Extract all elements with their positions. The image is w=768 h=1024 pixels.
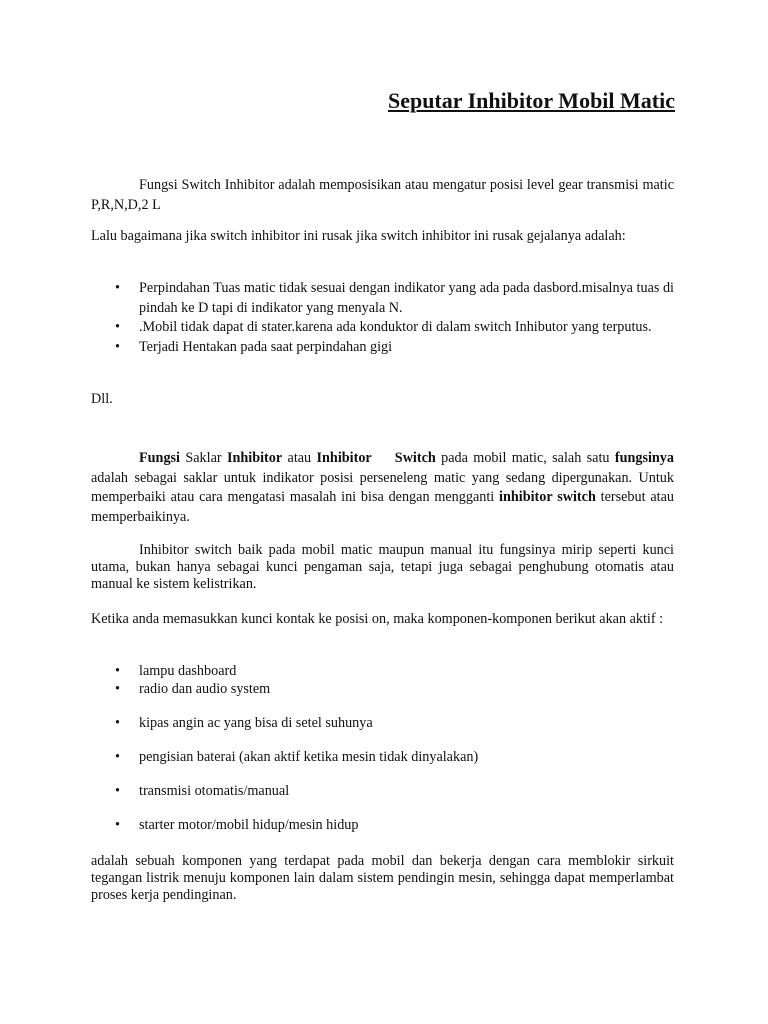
list-item: • Perpindahan Tuas matic tidak sesuai dengan indikator yang ada pada dasbord.misalnya tuas di pindah ke D tapi di indikator yang menyala N. [115, 280, 674, 316]
page-title: Seputar Inhibitor Mobil Matic [387, 88, 675, 113]
bullet-icon: • [115, 783, 120, 799]
list-item: • transmisi otomatis/manual [115, 783, 290, 799]
list-item: • pengisian baterai (akan aktif ketika mesin tidak dinyalakan) [115, 749, 479, 765]
list-item: • radio dan audio system [115, 681, 271, 697]
component-list [91, 662, 674, 834]
bullet-icon: • [115, 681, 120, 697]
bullet-icon: • [115, 663, 120, 679]
bullet-icon: • [115, 749, 120, 765]
list-item: • Terjadi Hentakan pada saat perpindahan gigi [91, 338, 674, 358]
paragraph-summary: adalah sebuah komponen yang terdapat pada mobil dan bekerja dengan cara memblokir sirkuit tegangan listrik menuju komponen lain dalam sistem pendingin mesin, sehingga dapat memperlambat proses kerja pendinginan. [91, 853, 674, 903]
paragraph-intro: Fungsi Switch Inhibitor adalah memposisikan atau mengatur posisi level gear transmisi matic P,R,N,D,2 L [91, 177, 674, 213]
paragraph-ignition: Ketika anda memasukkan kunci kontak ke posisi on, maka komponen-komponen berikut akan aktif : [91, 611, 664, 627]
symptom-list [91, 279, 674, 357]
list-item: • starter motor/mobil hidup/mesin hidup [115, 817, 359, 833]
paragraph-question: Lalu bagaimana jika switch inhibitor ini rusak jika switch inhibitor ini rusak gejalanya adalah: [91, 228, 626, 244]
paragraph-function: Fungsi Saklar Inhibitor atau Inhibitor Switch pada mobil matic, salah satu fungsinya adalah sebagai saklar untuk indikator posisi perseneleng matic yang sedang dipergunakan. Untuk memperbaiki atau cara mengatasi masalah ini bisa dengan mengganti inhibitor switch tersebut atau memperbaikinya. [91, 450, 674, 525]
bullet-icon: • [115, 280, 120, 296]
list-item: • kipas angin ac yang bisa di setel suhunya [115, 715, 373, 731]
bullet-icon: • [115, 817, 120, 833]
bullet-icon: • [115, 715, 120, 731]
list-item: • .Mobil tidak dapat di stater.karena ada konduktor di dalam switch Inhibutor yang terputus. [91, 318, 674, 338]
bullet-icon: • [115, 338, 120, 355]
list-item: • lampu dashboard [115, 663, 237, 679]
paragraph-main-key: Inhibitor switch baik pada mobil matic maupun manual itu fungsinya mirip seperti kunci utama, bukan hanya sebagai kunci pengaman saja, tetapi juga sebagai penghubung otomatis atau manual ke sistem kelistrikan. [91, 542, 674, 592]
bullet-icon: • [115, 319, 120, 335]
paragraph-dll: Dll. [91, 391, 113, 407]
